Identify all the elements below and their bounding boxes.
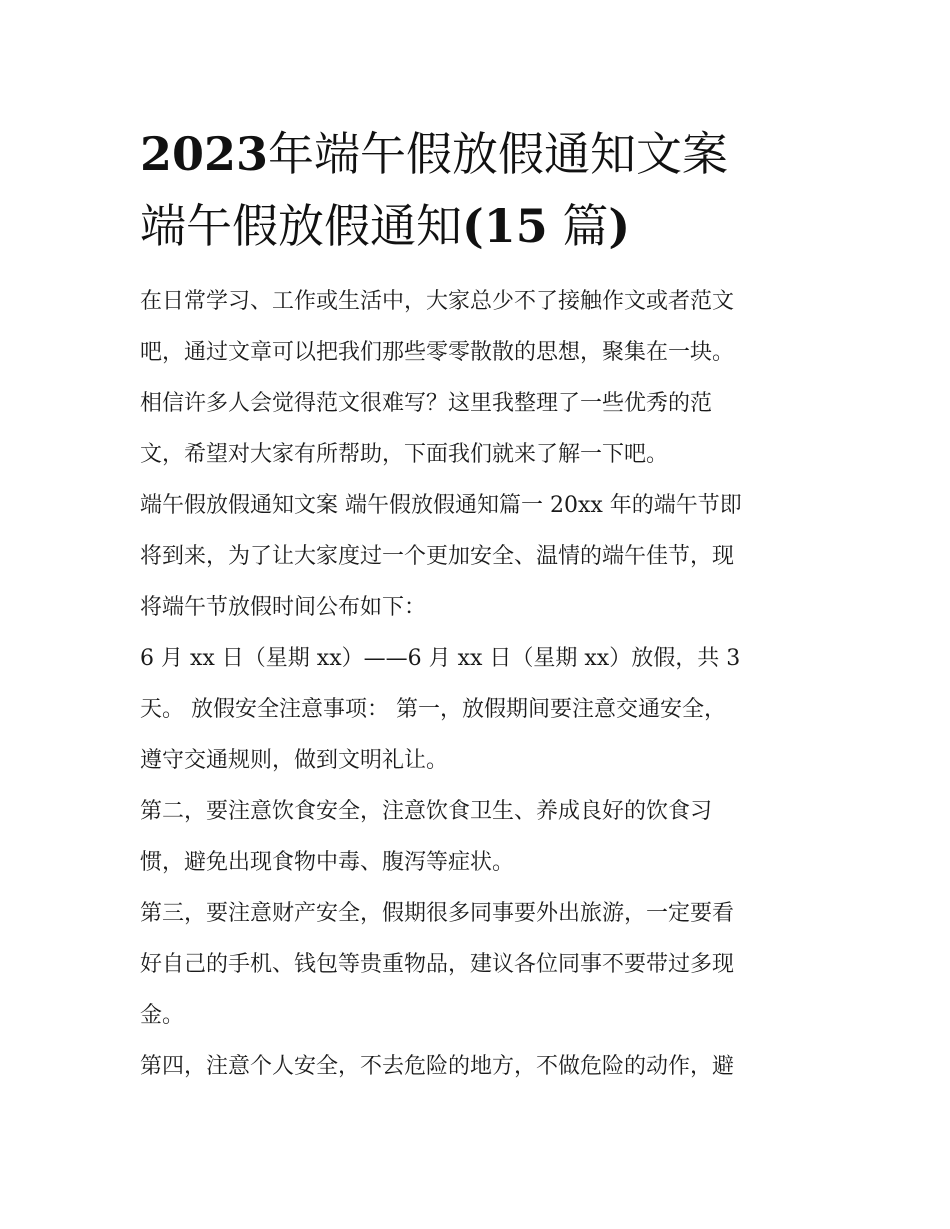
document-content [140, 118, 815, 1092]
text-line: 第二，要注意饮食安全，注意饮食卫生、养成良好的饮食习 [140, 799, 713, 824]
text-line: 遵守交通规则，做到文明礼让。 [140, 748, 449, 773]
text-line: 将到来，为了让大家度过一个更加安全、温情的端午佳节，现 [140, 544, 735, 569]
text-line: 吧，通过文章可以把我们那些零零散散的思想，聚集在一块。 [140, 340, 735, 365]
paragraph-holiday-dates [140, 633, 815, 786]
paragraph-notice-intro [140, 480, 815, 633]
title-line-2 [140, 190, 815, 262]
title-count-unit: 篇 [547, 199, 609, 253]
document-title [140, 118, 815, 262]
text-line: 文，希望对大家有所帮助，下面我们就来了解一下吧。 [140, 442, 669, 467]
text-line: 端午假放假通知文案 端午假放假通知篇一 20xx 年的端午节即 [140, 493, 742, 518]
title-year: 2023 [140, 127, 269, 181]
title-line-1 [140, 118, 815, 190]
title-line-2-text: 端午假放假通知 [140, 199, 462, 253]
text-line: 在日常学习、工作或生活中，大家总少不了接触作文或者范文 [140, 289, 735, 314]
paragraph-property-safety [140, 888, 815, 1041]
text-line: 将端午节放假时间公布如下： [140, 595, 427, 620]
text-line: 相信许多人会觉得范文很难写？这里我整理了一些优秀的范 [140, 391, 713, 416]
text-line: 好自己的手机、钱包等贵重物品，建议各位同事不要带过多现 [140, 952, 735, 977]
text-line: 天。 放假安全注意事项： 第一，放假期间要注意交通安全， [140, 697, 726, 722]
title-closing-paren: ) [608, 199, 631, 253]
paragraph-food-safety [140, 786, 815, 888]
title-line-1-text: 年端午假放假通知文案 [268, 127, 729, 181]
text-line: 金。 [140, 1003, 185, 1028]
paragraph-intro [140, 276, 815, 480]
text-line: 惯，避免出现食物中毒、腹泻等症状。 [140, 850, 515, 875]
title-count: (15 [462, 199, 548, 253]
paragraph-personal-safety [140, 1041, 815, 1092]
text-line: 第三，要注意财产安全，假期很多同事要外出旅游，一定要看 [140, 901, 735, 926]
text-line: 6 月 xx 日（星期 xx）——6 月 xx 日（星期 xx）放假，共 3 [140, 646, 741, 671]
text-line: 第四，注意个人安全，不去危险的地方，不做危险的动作，避 [140, 1054, 735, 1079]
